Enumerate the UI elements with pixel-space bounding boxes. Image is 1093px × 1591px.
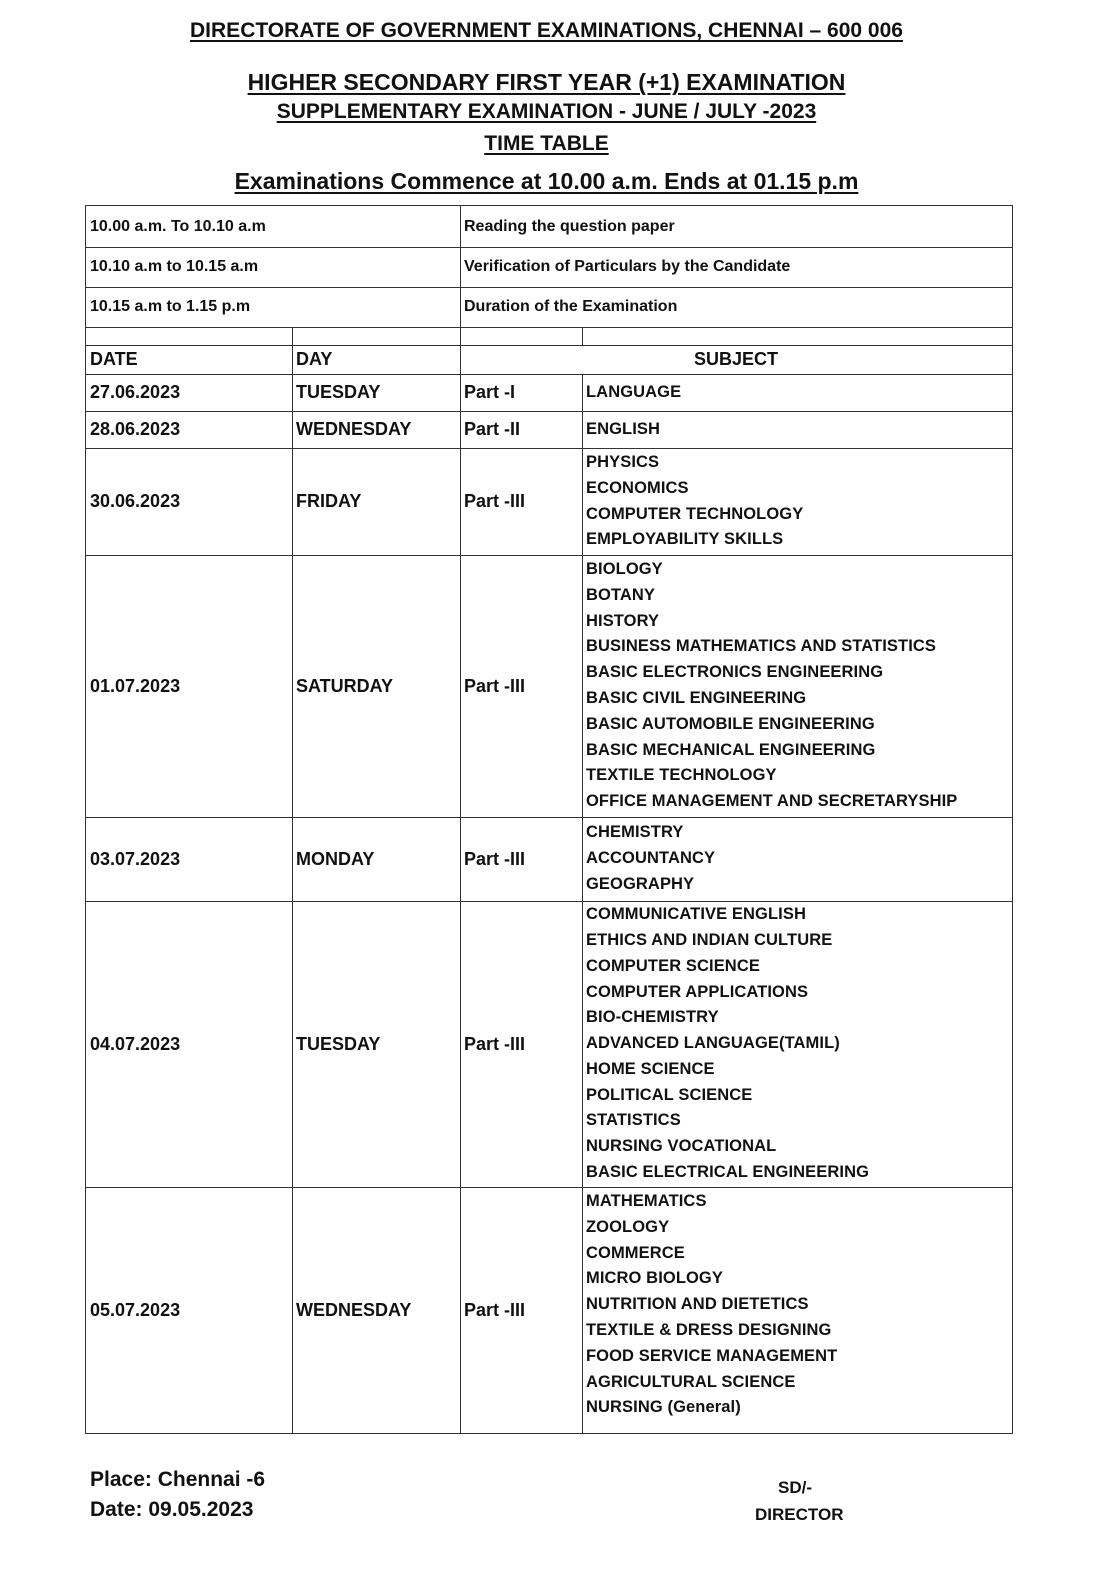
subject-item: TEXTILE TECHNOLOGY [586, 766, 777, 785]
row-part: Part -I [464, 382, 516, 402]
signature-mark: SD/- [778, 1478, 812, 1497]
schedule-activity: Duration of the Examination [464, 298, 678, 315]
subject-item: LANGUAGE [586, 382, 682, 401]
grid-line-horizontal [86, 374, 1012, 375]
row-day: MONDAY [296, 848, 375, 869]
grid-line-horizontal [86, 901, 1012, 902]
row-date: 01.07.2023 [90, 675, 181, 696]
subject-item: NUTRITION AND DIETETICS [586, 1295, 809, 1314]
exam-subtitle: SUPPLEMENTARY EXAMINATION - JUNE / JULY -2023 [276, 100, 817, 123]
subject-item: ACCOUNTANCY [586, 849, 716, 868]
grid-line-horizontal [86, 555, 1012, 556]
row-date: 05.07.2023 [90, 1299, 181, 1320]
subject-item: BIOLOGY [586, 560, 663, 579]
grid-line-vertical [460, 206, 461, 1433]
row-part: Part -III [464, 1299, 526, 1320]
subject-list [586, 1187, 837, 1435]
schedule-time: 10.00 a.m. To 10.10 a.m [90, 217, 266, 235]
subject-item: ADVANCED LANGUAGE(TAMIL) [586, 1034, 840, 1053]
timetable-table [85, 205, 1013, 1434]
subject-list [586, 817, 715, 901]
subject-item: BUSINESS MATHEMATICS AND STATISTICS [586, 637, 936, 656]
subject-item: BASIC MECHANICAL ENGINEERING [586, 740, 876, 759]
row-date: 27.06.2023 [90, 382, 181, 402]
subject-item: POLITICAL SCIENCE [586, 1085, 753, 1104]
row-part: Part -II [464, 419, 521, 439]
schedule-time: 10.15 a.m to 1.15 p.m [90, 298, 251, 315]
schedule-time: 10.10 a.m to 10.15 a.m [90, 258, 259, 275]
row-part: Part -III [464, 848, 526, 869]
grid-line-vertical [292, 327, 293, 1433]
subject-list [586, 374, 681, 411]
subject-item: GEOGRAPHY [586, 874, 695, 893]
subject-item: COMPUTER SCIENCE [586, 956, 760, 975]
row-day: FRIDAY [296, 491, 362, 511]
directorate-title: DIRECTORATE OF GOVERNMENT EXAMINATIONS, CHENNAI – 600 006 [190, 19, 903, 42]
subject-list [586, 448, 803, 555]
subject-item: HISTORY [586, 611, 660, 630]
grid-line-horizontal [86, 448, 1012, 449]
exam-title: HIGHER SECONDARY FIRST YEAR (+1) EXAMINATION [247, 69, 846, 95]
row-part: Part -III [464, 1033, 526, 1054]
subject-item: AGRICULTURAL SCIENCE [586, 1372, 796, 1391]
row-day: SATURDAY [296, 675, 394, 696]
grid-line-horizontal [86, 817, 1012, 818]
subject-item: TEXTILE & DRESS DESIGNING [586, 1320, 832, 1339]
row-day: WEDNESDAY [296, 1299, 412, 1320]
header-date: DATE [90, 349, 138, 369]
subject-item: EMPLOYABILITY SKILLS [586, 530, 784, 549]
row-date: 03.07.2023 [90, 848, 181, 869]
subject-item: NURSING VOCATIONAL [586, 1137, 777, 1156]
row-day: WEDNESDAY [296, 419, 412, 439]
exam-timing-note: Examinations Commence at 10.00 a.m. Ends at 01.15 p.m [234, 168, 859, 194]
row-part: Part -III [464, 675, 526, 696]
grid-line-vertical [582, 374, 583, 1433]
subject-item: PHYSICS [586, 452, 660, 471]
subject-item: COMMUNICATIVE ENGLISH [586, 905, 806, 924]
subject-item: BASIC AUTOMOBILE ENGINEERING [586, 714, 875, 733]
schedule-activity: Verification of Particulars by the Candidate [464, 258, 791, 275]
subject-list [586, 901, 869, 1187]
subject-item: STATISTICS [586, 1111, 681, 1130]
grid-line-horizontal [86, 411, 1012, 412]
subject-item: COMPUTER TECHNOLOGY [586, 504, 804, 523]
subject-item: COMPUTER APPLICATIONS [586, 982, 809, 1001]
director-designation: DIRECTOR [755, 1505, 844, 1524]
subject-item: FOOD SERVICE MANAGEMENT [586, 1346, 838, 1365]
row-date: 30.06.2023 [90, 491, 181, 511]
schedule-activity: Reading the question paper [464, 217, 675, 235]
row-day: TUESDAY [296, 1033, 381, 1054]
grid-line-horizontal [86, 287, 1012, 288]
grid-line-horizontal [86, 247, 1012, 248]
subject-item: ECONOMICS [586, 478, 689, 497]
row-part: Part -III [464, 491, 526, 511]
issue-date-label: Date: 09.05.2023 [90, 1498, 254, 1521]
subject-item: BASIC ELECTRONICS ENGINEERING [586, 663, 884, 682]
place-label: Place: Chennai -6 [90, 1468, 266, 1491]
row-day: TUESDAY [296, 382, 381, 402]
grid-line-horizontal [86, 327, 1012, 328]
header-day: DAY [296, 349, 333, 369]
subject-item: COMMERCE [586, 1243, 685, 1262]
grid-line-horizontal [86, 1187, 1012, 1188]
subject-item: ETHICS AND INDIAN CULTURE [586, 930, 833, 949]
subject-item: BOTANY [586, 585, 656, 604]
subject-item: ZOOLOGY [586, 1217, 670, 1236]
subject-item: BASIC ELECTRICAL ENGINEERING [586, 1163, 870, 1182]
subject-item: MICRO BIOLOGY [586, 1269, 723, 1288]
subject-item: MATHEMATICS [586, 1192, 707, 1210]
subject-item: HOME SCIENCE [586, 1059, 715, 1078]
grid-line-vertical [582, 327, 583, 345]
subject-item: NURSING (General) [586, 1398, 741, 1417]
grid-line-horizontal [86, 345, 1012, 346]
row-date: 04.07.2023 [90, 1033, 181, 1054]
subject-list [586, 555, 957, 817]
header-subject: SUBJECT [693, 349, 778, 369]
timetable-heading: TIME TABLE [484, 132, 609, 155]
subject-item: ENGLISH [586, 419, 661, 438]
subject-item: OFFICE MANAGEMENT AND SECRETARYSHIP [586, 792, 958, 811]
subject-list [586, 411, 660, 448]
row-date: 28.06.2023 [90, 419, 181, 439]
subject-item: BIO-CHEMISTRY [586, 1008, 719, 1027]
subject-item: CHEMISTRY [586, 823, 684, 842]
subject-item: BASIC CIVIL ENGINEERING [586, 689, 807, 707]
